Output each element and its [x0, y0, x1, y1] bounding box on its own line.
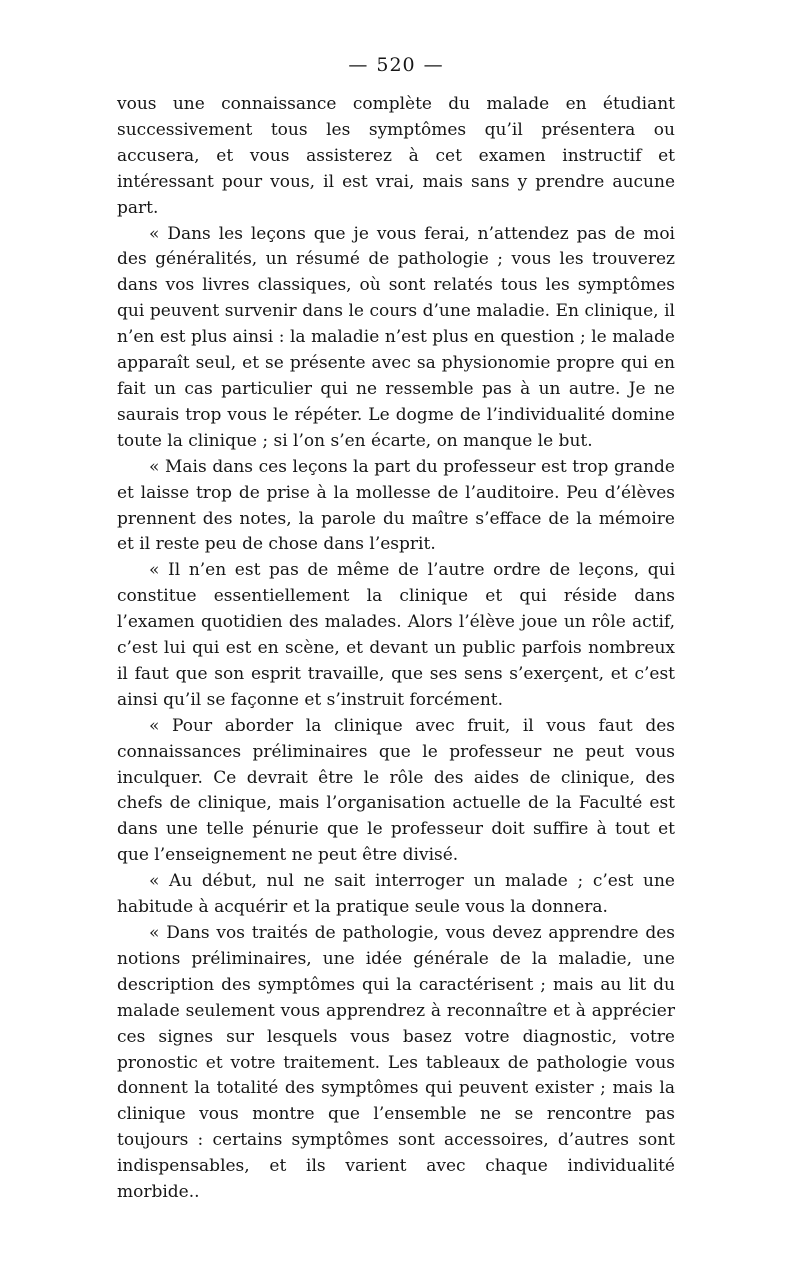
paragraph: « Dans vos traités de pathologie, vous devez apprendre des notions préliminaires, une idée générale de la maladie, une description des symptômes qui la caractérisent ; mais au lit du malade seulement vous apprendrez à reconnaître et à apprécier ces signes sur lesquels vous basez votre diagnostic, votre pronostic et votre traitement. Les tableaux de pathologie vous donnent la totalité des symptômes qui peuvent exister ; mais la clinique vous montre que l’ensemble ne se rencontre pas toujours : certains symptômes sont accessoires, d’autres sont indispensables, et ils varient avec chaque individualité morbide.. — [117, 923, 675, 1203]
paragraph-continuation: vous une connaissance complète du malade en étudiant successivement tous les symptômes qu’il présentera ou accusera, et vous assisterez à cet examen instructif et intéressant pour vous, il est vrai, mais sans y prendre aucune part. — [117, 94, 675, 218]
paragraph: « Dans les leçons que je vous ferai, n’attendez pas de moi des généralités, un résumé de pathologie ; vous les trouverez dans vos livres classiques, où sont relatés tous les symptômes qui peuvent survenir dans le cours d’une maladie. En clinique, il n’en est plus ainsi : la maladie n’est plus en question ; le malade apparaît seul, et se présente avec sa physionomie propre qui en fait un cas particulier qui ne ressemble pas à un autre. Je ne saurais trop vous le répéter. Le dogme de l’individualité domine toute la clinique ; si l’on s’en écarte, on manque le but. — [117, 223, 675, 451]
paragraph: « Mais dans ces leçons la part du professeur est trop grande et laisse trop de prise à la mollesse de l’auditoire. Peu d’élèves prennent des notes, la parole du maître s’efface de la mémoire et il reste peu de chose dans l’esprit. — [117, 456, 675, 555]
page-number-dash-right: — — [423, 54, 444, 76]
page-number-header — [117, 52, 675, 78]
page-number-dash-left: — — [348, 54, 369, 76]
body-text — [117, 92, 675, 1206]
paragraph: « Au début, nul ne sait interroger un malade ; c’est une habitude à acquérir et la pratique seule vous la donnera. — [117, 871, 675, 918]
paragraph: « Pour aborder la clinique avec fruit, il vous faut des connaissances préliminaires que le professeur ne peut vous inculquer. Ce devrait être le rôle des aides de clinique, des chefs de clinique, mais l’organisation actuelle de la Faculté est dans une telle pénurie que le professeur doit suffire à tout et que l’enseignement ne peut être divisé. — [117, 715, 675, 866]
paragraph: « Il n’en est pas de même de l’autre ordre de leçons, qui constitue essentiellement la clinique et qui réside dans l’examen quotidien des malades. Alors l’élève joue un rôle actif, c’est lui qui est en scène, et devant un public parfois nombreux il faut que son esprit travaille, que ses sens s’exerçent, et c’est ainsi qu’il se façonne et s’instruit forcément. — [117, 560, 675, 710]
book-page — [117, 52, 675, 1206]
page-number: 520 — [376, 54, 416, 76]
